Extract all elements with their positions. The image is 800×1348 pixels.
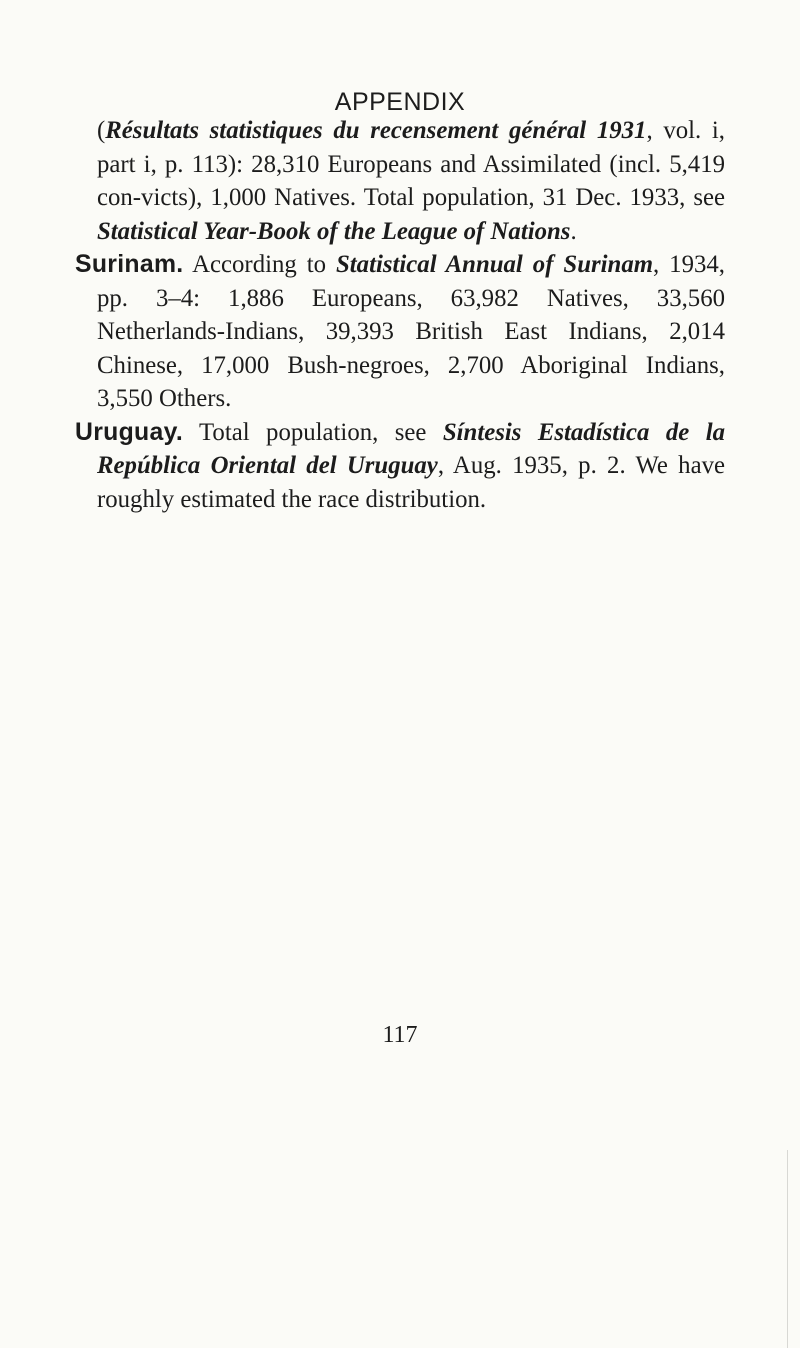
page-number: 117 [382,1022,418,1048]
citation-title: Résultats statistiques du recensement général 1931 [105,117,647,144]
entry-source-title: Statistical Annual of Surinam [336,251,654,278]
page-edge-divider [787,1150,788,1348]
entry-surinam [75,248,725,416]
continued-entry [75,114,725,248]
entry-uruguay [75,416,725,517]
continued-text-1: , vol. i, part i, p. 113): 28,310 Europeans and Assimilated (incl. 5,419 con-victs), 1,000 Natives. Total population, 31 Dec. 1933, see [97,117,725,211]
entry-source-title: Síntesis Estadística de la República Oriental del Uruguay [97,418,725,479]
entry-text-2: , Aug. 1935, p. 2. We have roughly estimated the race distribution. [97,452,725,513]
entry-heading: Uruguay. [75,418,184,446]
open-paren: ( [97,117,106,144]
entry-heading: Surinam. [75,251,184,278]
entry-text-1: Total population, see [183,418,443,446]
appendix-text [75,114,725,516]
source-title: Statistical Year-Book of the League of Nations [97,217,571,245]
continued-text-2: . [570,217,577,245]
entry-text-2: , 1934, pp. 3–4: 1,886 Europeans, 63,982 Natives, 33,560 Netherlands-Indians, 39,393 British East Indians, 2,014 Chinese, 17,000 Bush-negroes, 2,700 Aboriginal Indians, 3,550 Others. [97,251,725,412]
entry-text-1: According to [183,251,336,278]
running-head: APPENDIX [334,88,466,116]
